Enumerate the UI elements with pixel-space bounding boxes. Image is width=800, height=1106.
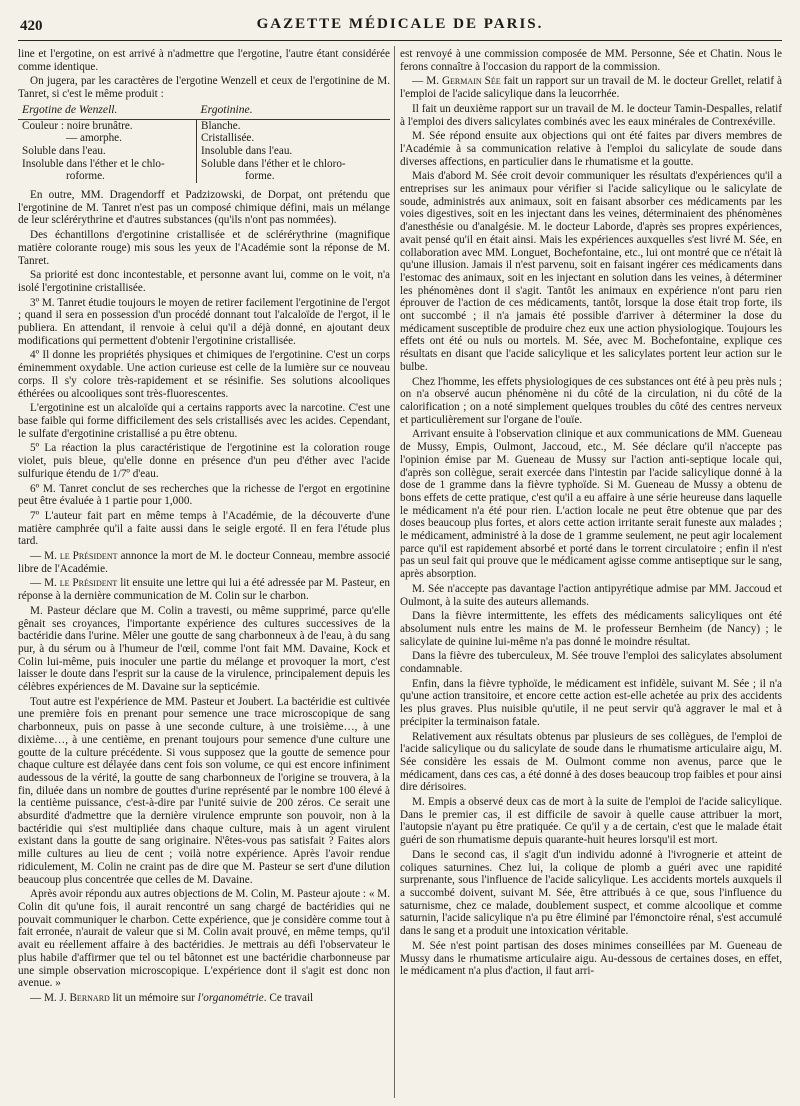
paragraph: 6º M. Tanret conclut de ses recherches que la richesse de l'ergot en ergotinine peut être évaluée à 1 partie pour 1,000.: [18, 482, 390, 508]
speaker-name: M. J. Bernard: [43, 991, 110, 1004]
table-line: — amorphe.: [66, 132, 122, 145]
paragraph: M. Sée n'est point partisan des doses minimes conseillées par M. Gueneau de Mussy dans le rhumatisme articulaire aigu. Au-dessous de certaines doses, en effet, le médicament n'a plus d'action, il faut arri-: [400, 939, 782, 978]
paragraph-text: annonce la mort de M. le docteur Conneau, membre associé libre de l'Académie.: [18, 550, 390, 575]
paragraph: — M. Germain Sée fait un rapport sur un travail de M. le docteur Grellet, relatif à l'emploi de l'acide salicylique dans la leucorrhée.: [400, 75, 782, 101]
paragraph-text: fait un rapport sur un travail de M. le docteur Grellet, relatif à l'emploi de l'acide salicylique dans la leucorrhée.: [400, 75, 782, 101]
paragraph: On jugera, par les caractères de l'ergotine Wenzell et ceux de l'ergotinine de M. Tanret, si c'est le même produit :: [18, 75, 390, 101]
paragraph: Mais d'abord M. Sée croit devoir communiquer les résultats d'expériences qu'il a entreprises sur les animaux pour vérifier si l'acide salicylique ou le salicylate de soude, administrés aux animaux, soit en faisant absorber ces médicaments par les voies digestives, soit en les injectant dans les veines, déterminaient des phénomènes d'anesthésie ou d'analgésie. M. le docteur Laborde, d'après ses propres expériences, avait pensé qu'il en était ainsi. Mais les expériences auxquelles s'est livré M. Sée, en collaboration avec MM. Longuet, Bochefontaine, etc., lui ont montré que ce n'était là qu'une illusion. Jamais il n'est parvenu, soit en faisant ingérer ces médicaments dans l'estomac des animaux, soit en les injectant en solution dans les veines, à déterminer les phénomènes dont il s'agit. Tantôt les animaux en expérience n'ont paru rien éprouver de l'action de ces médicaments, tantôt, lorsque la dose était trop forte, ils ont succombé ; il n'a jamais été possible d'arriver à déterminer la dose du médicament susceptible de produire chez eux une action physiologique. Toujours les effets ont été ou nuls ou mortels. M. Sée, avec M. Bochefontaine, explique ces résultats en disant que l'acide salicylique et les salicylates portent leur action sur le bulbe.: [400, 170, 782, 373]
table-line: Blanche.: [201, 119, 241, 132]
paragraph: 3º M. Tanret étudie toujours le moyen de retirer facilement l'ergotinine de l'ergot ; quand il sera en possession d'un procédé donnant tout l'alcaloïde de l'ergot, il le publiera. En attendant, il renvoie à celui qu'il a déjà donné, en ajoutant deux modifications qui permettent d'obtenir l'ergotinine cristallisée.: [18, 296, 390, 347]
paragraph: M. Pasteur déclare que M. Colin a travesti, ou même supprimé, parce qu'elle gênait ses croyances, l'importante expérience des cultures successives de la bactéridie dans l'urine. Mêler une goutte de sang charbonneux à de l'eau, à du sang pur, à du sérum ou à l'humeur de l'œil, comme l'ont fait MM. Davaine, Kock et Colin lui-même, puis inoculer une partie du mélange et provoquer la mort, c'est laisser le doute dans l'esprit sur la cause de la virulence, principalement depuis les célèbres expériences de M. Davaine sur la septicémie.: [18, 604, 390, 694]
table-line: Soluble dans l'éther et le chloro-: [201, 157, 346, 170]
paragraph: En outre, MM. Dragendorff et Padzizowski, de Dorpat, ont prétendu que l'ergotinine de M. Tanret n'est pas un composé chimique défini, mais un mélange de leur sclérérythrine et d'autres substances (qu'ils n'ont pas nommées).: [18, 189, 390, 227]
paragraph: L'ergotinine est un alcaloïde qui a certains rapports avec la narcotine. C'est une base faible qui forme difficilement des sels cristallisés avec les acides. Cependant, le sulfate d'ergotinine cristallisé a pu être obtenu.: [18, 402, 390, 440]
paragraph: Arrivant ensuite à l'observation clinique et aux communications de MM. Gueneau de Mussy, Empis, Oulmont, Jaccoud, etc., M. Sée déclare qu'il n'accepte pas l'opinion émise par M. Gueneau de Mussy sur l'action anti-septique locale qui, d'après son collègue, serait exercée dans l'intestin par l'acide salicylique donné à la dose de 1 gramme dans la fièvre typhoïde. Si M. Gueneau de Mussy a obtenu de bons effets de cette pratique, c'est qu'il a eu affaire à une série heureuse dans laquelle le médicament n'a été pour rien. L'action locale ne peut être obtenue que par des doses beaucoup plus fortes, et alors cette action irritante serait funeste aux malades ; le médicament, administré à la dose de 1 gramme seulement, ne peut agir localement parce qu'il est rapidement absorbé et porté dans le torrent circulatoire ; enfin il n'est pas un seul fait qui prouve que le médicament agisse comme antiseptique sur le sang, après absorption.: [400, 428, 782, 581]
table-line: Couleur : noire brunâtre.: [22, 119, 133, 132]
paragraph: M. Empis a observé deux cas de mort à la suite de l'emploi de l'acide salicylique. Dans le premier cas, il est difficile de savoir à quelle cause attribuer la mort, l'autopsie n'ayant pu être pratiquée. Ce qu'il y a de certain, c'est que le malade était guéri de son rhumatisme depuis quarante-huit heures lorsqu'il est mort.: [400, 796, 782, 847]
page-number: 420: [20, 18, 43, 34]
table-line: Soluble dans l'eau.: [22, 144, 106, 157]
table-cell-ergotine: [18, 119, 197, 183]
paragraph-text: . Ce travail: [263, 991, 314, 1004]
paragraph: est renvoyé à une commission composée de MM. Personne, Sée et Chatin. Nous le ferons connaître à l'occasion du rapport de la commission.: [400, 48, 782, 73]
table-cell-ergotinine: [197, 119, 390, 183]
comparison-table: [18, 104, 390, 183]
paragraph: Enfin, dans la fièvre typhoïde, le médicament est infidèle, suivant M. Sée ; il n'a qu'une action transitoire, et encore cette action est-elle achetée au prix des accidents les plus graves. Plus nuisible qu'utile, il ne peut servir qu'à aggraver le mal et à précipiter la terminaison fatale.: [400, 677, 782, 728]
table-header-ergotinine: Ergotinine.: [197, 104, 390, 119]
paragraph: Dans le second cas, il s'agit d'un individu adonné à l'ivrognerie et atteint de coliques saturnines. Chez lui, la colique de plomb a guéri avec une rapidité surprenante, sous l'influence de l'acide salicylique. Les accidents mortels auxquels il a succombé doivent, suivant M. Sée, être attribués à ce que, sous l'influence du saturnisme, chez ce malade, doublement suspect, et comme alcoolique et comme saturnin, l'acide salicylique n'a pu être éliminé par l'émonctoire rénal, s'est accumulé dans le sang et a produit une intoxication véritable.: [400, 848, 782, 938]
journal-title: GAZETTE MÉDICALE DE PARIS.: [256, 16, 544, 32]
paragraph: Chez l'homme, les effets physiologiques de ces substances ont été à peu près nuls ; on n'a observé aucun phénomène ni du côté de la circulation, ni du côté de la calorification ; on a noté simplement quelques troubles du côté des centres nerveux et particulièrement sur l'organe de l'ouïe.: [400, 375, 782, 426]
page-header: [18, 16, 782, 41]
paragraph: Dans la fièvre des tuberculeux, M. Sée trouve l'emploi des salicylates absolument condamnable.: [400, 650, 782, 676]
speaker-name: M. le Président: [44, 550, 118, 563]
paragraph: line et l'ergotine, on est arrivé à n'admettre que l'ergotine, l'autre étant considérée comme identique.: [18, 48, 390, 73]
paragraph: — M. le Président lit ensuite une lettre qui lui a été adressée par M. Pasteur, en réponse à la dernière communication de M. Colin sur le charbon.: [18, 577, 390, 603]
paragraph: M. Sée répond ensuite aux objections qui ont été faites par divers membres de l'Académie à sa communication relative à l'emploi du salicylate de soude dans diverses affections, en particulier dans le rhumatisme et la goutte.: [400, 130, 782, 168]
table-line: Insoluble dans l'éther et le chlo-: [22, 157, 165, 170]
paragraph: Tout autre est l'expérience de MM. Pasteur et Joubert. La bactéridie est cultivée une première fois en prenant pour semence une trace microscopique de sang charbonneux, puis on passe à une seconde culture, à une troisième…, à une dixième…, à une centième, en prenant toujours pour semence d'une culture une goutte de la culture précédente. Si vous supposez que la goutte de semence pour chaque culture est délayée dans cent fois son volume, ce qui est encore infiniment audessous de la vérité, la goutte de sang charbonneux de l'origine se trouvera, à la fin, diluée dans un nombre de gouttes d'urine représenté par le nombre 100 élevé à la centième puissance, c'est-à-dire par l'unité suivie de 200 zéros. Ce serait une absurdité d'admettre que la dernière virulence emprunte son pouvoir, non à la bactéridie qui s'est multipliée dans chaque culture, mais à un agent virulent existant dans la goutte de sang originaire. N'êtes-vous pas satisfait ? Faites alors mille cultures au lieu de cent ; voilà notre expérience. Après l'avoir rendue ridiculement, M. Colin ne craint pas de dire que M. Pasteur se sert d'une dilution beaucoup plus concentrée que celles de M. Davaine.: [18, 695, 390, 886]
table-line: forme.: [245, 170, 275, 183]
paragraph: 5º La réaction la plus caractéristique de l'ergotinine est la coloration rouge violet, puis bleue, qu'elle donne en présence d'un peu d'éther avec l'acide sulfurique étendu de 1/7º d'eau.: [18, 442, 390, 480]
paragraph: Relativement aux résultats obtenus par plusieurs de ses collègues, de l'emploi de l'acide salicylique ou du salicylate de soude dans le rhumatisme articulaire aigu, M. Sée considère les essais de M. Oulmont comme non avenus, parce que le médicament, dans ces cas, a été donné à des doses beaucoup trop faibles et pour ainsi dire dérisoires.: [400, 730, 782, 794]
column-divider: [394, 46, 395, 1098]
paragraph: — M. J. Bernard lit un mémoire sur l'organométrie. Ce travail: [30, 991, 314, 1004]
paragraph: Après avoir répondu aux autres objections de M. Colin, M. Pasteur ajoute : « M. Colin dit qu'une fois, il aurait rencontré un sang chargé de bactéridies qui ne pouvait communiquer le charbon. Cette expérience, que je considère comme tout à fait erronée, n'aurait de valeur que si M. Colin avait prouvé, en même temps, qu'il avait eu réellement affaire à des bactéridies. Je mettrais au défi l'observateur le plus habile d'affirmer que tel ou tel bâtonnet est une bactéridie charbonneuse par une simple observation microscopique. L'expérience dont il s'agit est donc non avenue. »: [18, 888, 390, 990]
paragraph: — M. le Président annonce la mort de M. le docteur Conneau, membre associé libre de l'Académie.: [18, 550, 390, 575]
paragraph: Sa priorité est donc incontestable, et personne avant lui, comme on le voit, n'a isolé l'ergotinine cristallisée.: [18, 269, 390, 294]
speaker-name: M. le Président: [44, 577, 118, 590]
speaker-name: M. Germain Sée: [426, 75, 501, 88]
table-header-ergotine: Ergotine de Wenzell.: [18, 104, 197, 119]
paragraph: Dans la fièvre intermittente, les effets des médicaments salicyliques ont été absolument nuls entre les mains de M. le professeur Bernheim (de Nancy) ; le salicylate de quinine lui-même n'a pas donné le moindre résultat.: [400, 610, 782, 648]
table-line: Insoluble dans l'eau.: [201, 144, 293, 157]
paragraph: Il fait un deuxième rapport sur un travail de M. le docteur Tamin-Despalles, relatif à l'emploi des divers salicylates combinés avec les eaux minérales de Contrexéville.: [400, 102, 782, 128]
table-line: roforme.: [66, 170, 105, 183]
table-line: Cristallisée.: [201, 132, 255, 145]
paragraph: 7º L'auteur fait part en même temps à l'Académie, de la découverte d'une matière camphrée qu'il a faite aussi dans le seigle ergoté. Il en fera l'étude plus tard.: [18, 509, 390, 548]
paragraph: 4º Il donne les propriétés physiques et chimiques de l'ergotinine. C'est un corps éminemment oxydable. Une action curieuse est celle de la lumière sur ce nouveau corps. Il s'y colore très-rapidement et se résinifie. Ses solutions alcooliques éthérées ou alcooliques sont très-fluorescentes.: [18, 349, 390, 400]
paragraph: Des échantillons d'ergotinine cristallisée et de sclérérythrine (magnifique matière colorante rouge) mis sous les yeux de l'Académie sont la réponse de M. Tanret.: [18, 229, 390, 267]
paragraph: M. Sée n'accepte pas davantage l'action antipyrétique admise par MM. Jaccoud et Oulmont, à la suite des auteurs allemands.: [400, 582, 782, 608]
paragraph-text: lit un mémoire sur: [109, 991, 198, 1004]
left-column: [18, 48, 390, 1098]
paragraph-text: lit ensuite une lettre qui lui a été adressée par M. Pasteur, en réponse à la dernière communication de M. Colin sur le charbon.: [18, 577, 390, 603]
italic-term: l'organométrie: [197, 991, 264, 1004]
right-column: [400, 48, 782, 1098]
